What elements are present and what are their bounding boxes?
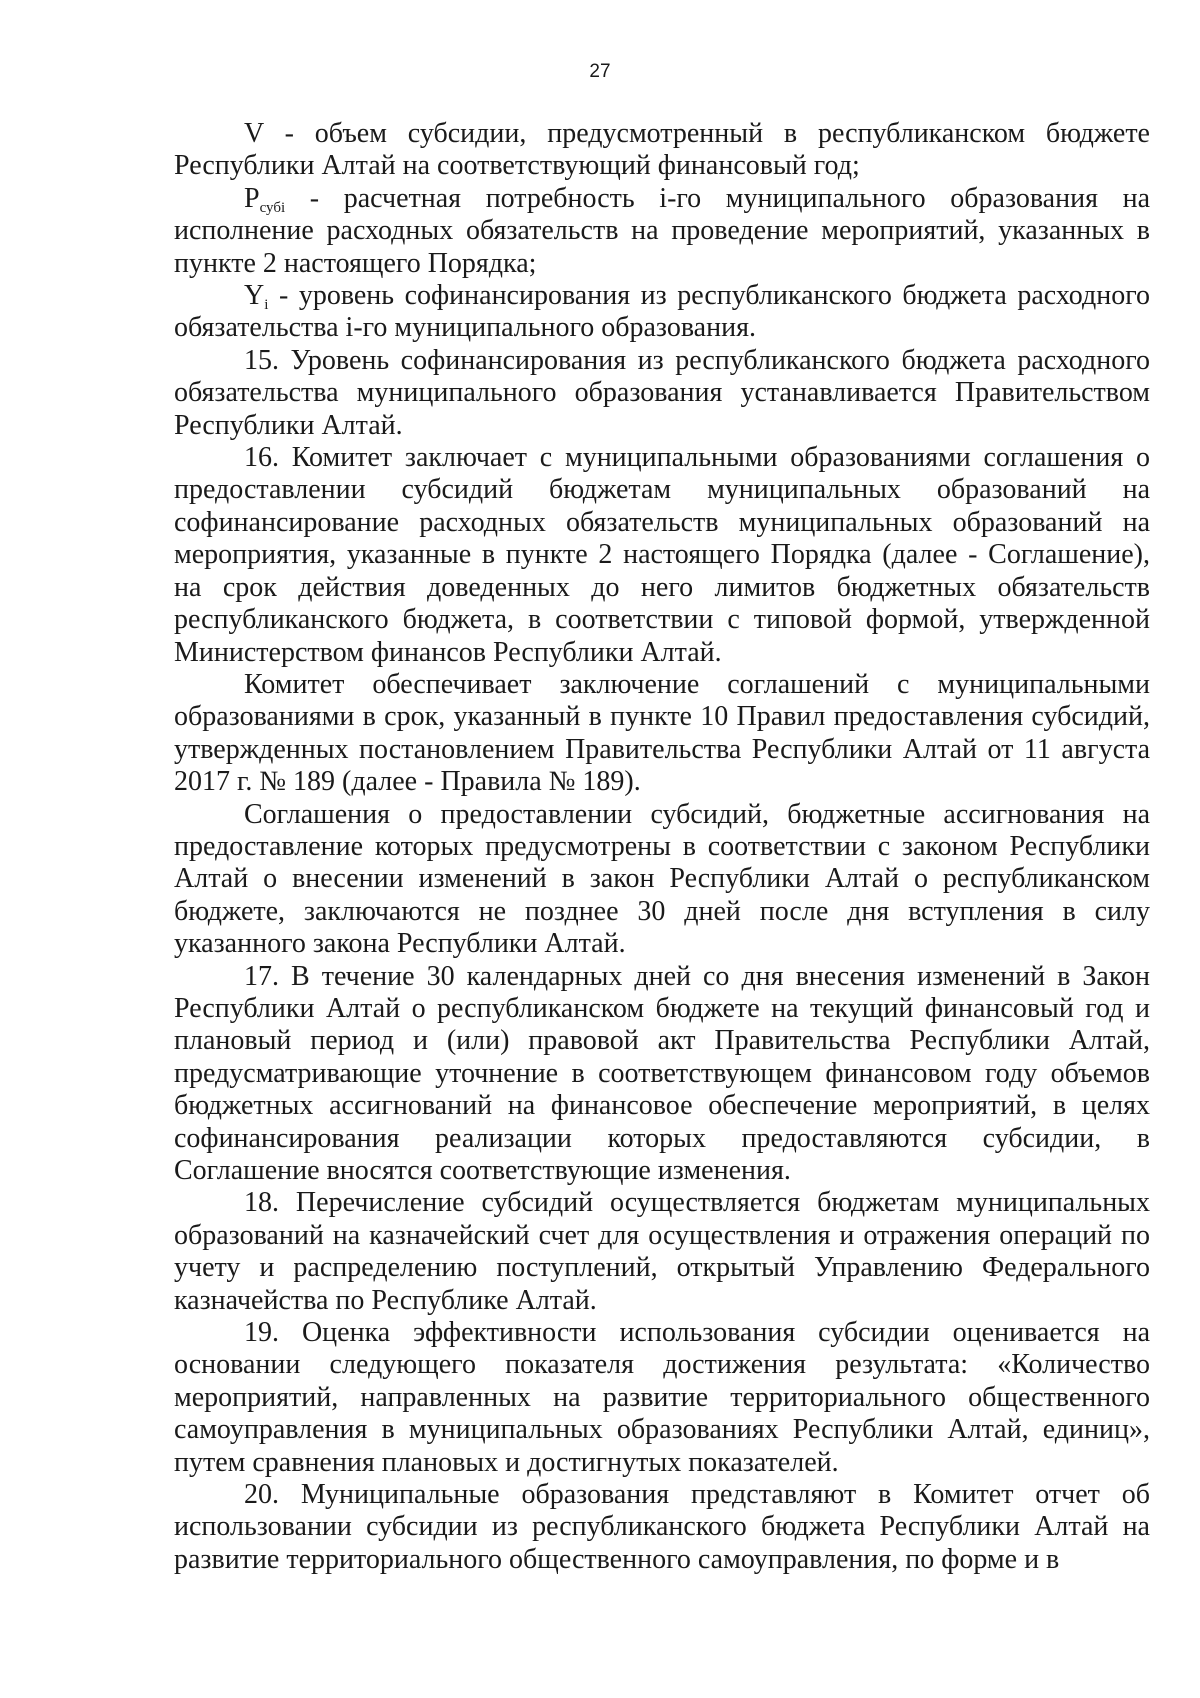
document-body <box>174 118 1150 1576</box>
definition-v-text: - объем субсидии, предусмотренный в республиканском бюджете Республики Алтай на соответствующий финансовый год; <box>174 118 1150 182</box>
symbol-v: V <box>244 118 264 149</box>
paragraph-15: 15. Уровень софинансирования из республиканского бюджета расходного обязательства муниципального образования устанавливается Правительством Республики Алтай. <box>174 344 1150 441</box>
symbol-p-subscript <box>260 200 286 216</box>
definition-p <box>174 183 1150 280</box>
definition-y <box>174 280 1150 345</box>
symbol-p: P <box>244 182 260 214</box>
paragraph-19: 19. Оценка эффективности использования субсидии оценивается на основании следующего показателя достижения результата: «Количество мероприятий, направленных на развитие территориального общественного самоуправления в муниципальных образованиях Республики Алтай, единиц», путем сравнения плановых и достигнутых показателей. <box>174 1317 1150 1478</box>
paragraph-16-deadline: Соглашения о предоставлении субсидий, бюджетные ассигнования на предоставление которых предусмотрены в соответствии с законом Республики Алтай о внесении изменений в закон Республики Алтай о республиканском бюджете, заключаются не позднее 30 дней после дня вступления в силу указанного закона Республики Алтай. <box>174 798 1150 960</box>
paragraph-16-agreements: Комитет обеспечивает заключение соглашений с муниципальными образованиями в срок, указанный в пункте 10 Правил предоставления субсидий, утвержденных постановлением Правительства Республики Алтай от 11 августа 2017 г. № 189 (далее - Правила № 189). <box>174 668 1150 798</box>
paragraph-18: 18. Перечисление субсидий осуществляется бюджетам муниципальных образований на казначейский счет для осуществления и отражения операций по учету и распределению поступлений, открытый Управлению Федерального казначейства по Республике Алтай. <box>174 1187 1150 1316</box>
subscript-index: i <box>280 199 286 216</box>
symbol-y: Y <box>244 280 265 312</box>
page-number: 27 <box>589 61 611 82</box>
paragraph-20: 20. Муниципальные образования представляют в Комитет отчет об использовании субсидии из республиканского бюджета Республики Алтай на развитие территориального общественного самоуправления, по форме и в <box>174 1479 1150 1575</box>
subscript-sub: суб <box>259 199 281 216</box>
symbol-y-subscript: i <box>264 297 269 314</box>
paragraph-17: 17. В течение 30 календарных дней со дня внесения изменений в Закон Республики Алтай о республиканском бюджете на текущий финансовый год и плановый период и (или) правовой акт Правительства Республики Алтай, предусматривающие уточнение в соответствующем финансовом году объемов бюджетных ассигнований на финансовое обеспечение мероприятий, в целях софинансирования реализации которых предоставляются субсидии, в Соглашение вносятся соответствующие изменения. <box>174 960 1150 1186</box>
definition-y-text: - уровень софинансирования из республиканского бюджета расходного обязательства i-го муниципального образования. <box>174 280 1150 344</box>
definition-p-text: - расчетная потребность i-го муниципального образования на исполнение расходных обязательств на проведение мероприятий, указанных в пункте 2 настоящего Порядка; <box>174 182 1150 279</box>
paragraph-16: 16. Комитет заключает с муниципальными образованиями соглашения о предоставлении субсидий бюджетам муниципальных образований на софинансирование расходных обязательств муниципальных образований на мероприятия, указанные в пункте 2 настоящего Порядка (далее - Соглашение), на срок действия доведенных до него лимитов бюджетных обязательств республиканского бюджета, в соответствии с типовой формой, утвержденной Министерством финансов Республики Алтай. <box>174 442 1150 668</box>
definition-v <box>174 118 1150 183</box>
